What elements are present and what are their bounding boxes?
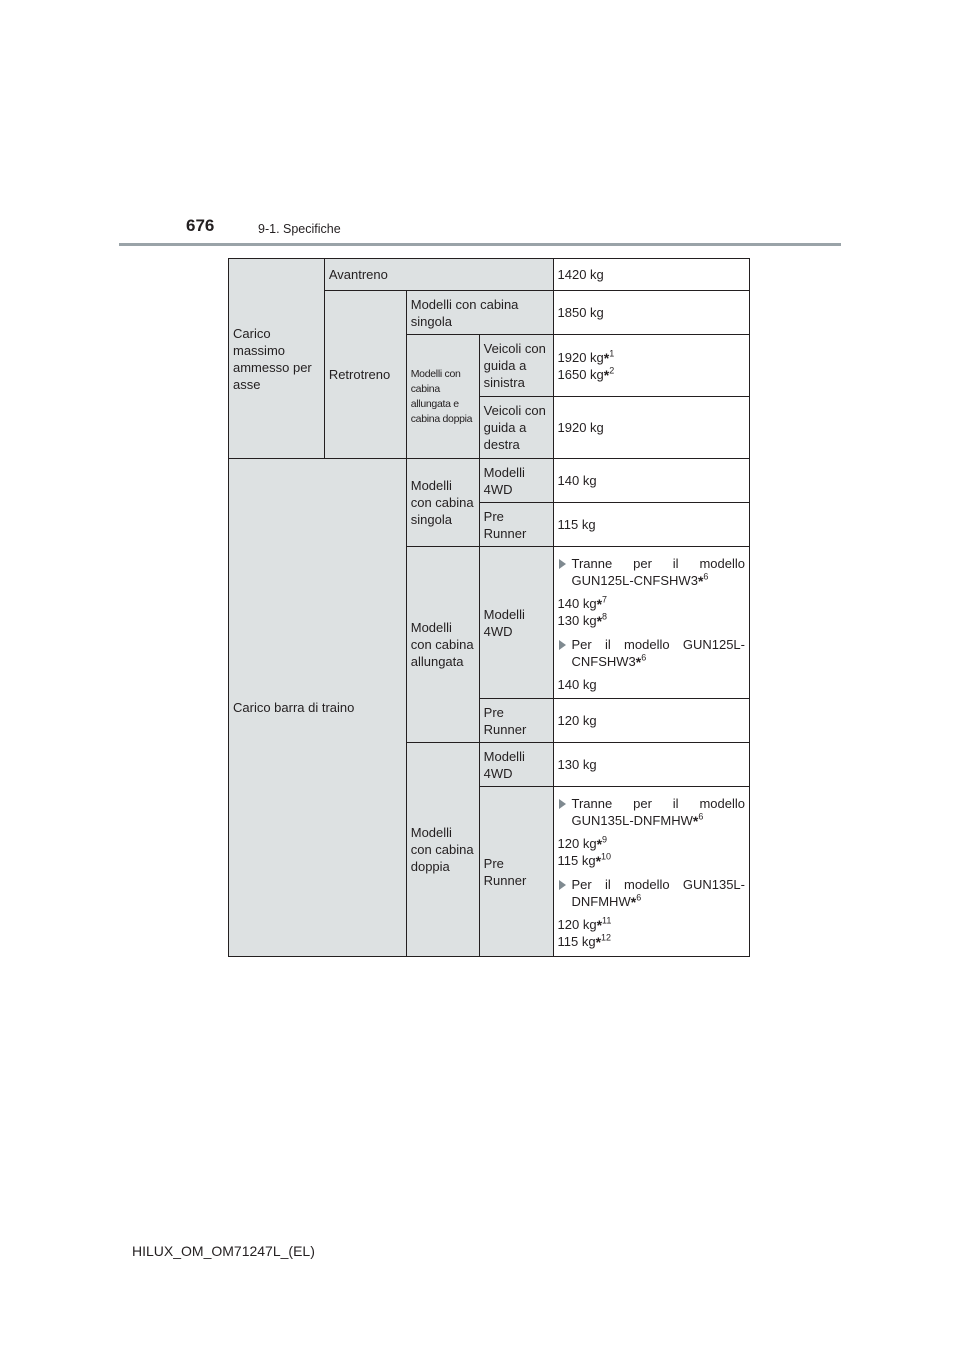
lhd-label: Veicoli con guida a sinistra bbox=[479, 335, 553, 397]
footnote-ref: 9 bbox=[602, 834, 608, 845]
rhd-label: Veicoli con guida a destra bbox=[479, 397, 553, 459]
footnote-ref: 8 bbox=[602, 611, 608, 622]
section-title: 9-1. Specifiche bbox=[258, 222, 341, 236]
footnote-star: * bbox=[596, 595, 603, 612]
axle-load-label: Carico massimo ammesso per asse bbox=[229, 259, 325, 459]
list-item: Tranne per il modello GUN125L-CNFSHW3*$^6$ bbox=[558, 555, 745, 589]
triangle-bullet-icon bbox=[559, 640, 566, 650]
single-cab-axle-label: Modelli con cabina singola bbox=[406, 291, 553, 335]
triangle-bullet-icon bbox=[559, 559, 566, 569]
front-axle-label: Avantreno bbox=[324, 259, 553, 291]
towbar-extended-pre-value: 120 kg bbox=[553, 699, 749, 743]
specifications-table bbox=[228, 258, 750, 957]
towbar-extended-4wd-label: Modelli 4WD bbox=[479, 547, 553, 699]
towbar-extended-pre-label: Pre Runner bbox=[479, 699, 553, 743]
lhd-value-1: 1920 kg bbox=[557, 349, 604, 365]
towbar-single-pre-label: Pre Runner bbox=[479, 503, 553, 547]
towbar-double-pre-label: Pre Runner bbox=[479, 787, 553, 957]
towbar-double-cab-label: Modelli con cabina doppia bbox=[406, 743, 479, 957]
footnote-star: * bbox=[603, 366, 610, 383]
footnote-star: * bbox=[596, 612, 603, 629]
page-number: 676 bbox=[186, 216, 215, 235]
towbar-single-cab-label: Modelli con cabina singola bbox=[406, 459, 479, 547]
footnote-star: * bbox=[595, 853, 602, 869]
towbar-extended-cab-label: Modelli con cabina allungata bbox=[406, 547, 479, 743]
header-rule bbox=[119, 243, 841, 246]
towbar-single-pre-value: 115 kg bbox=[553, 503, 749, 547]
footnote-star: * bbox=[596, 917, 603, 933]
towbar-single-4wd-label: Modelli 4WD bbox=[479, 459, 553, 503]
footnote-ref: 11 bbox=[602, 915, 612, 926]
footnote-ref: 10 bbox=[601, 851, 612, 862]
footnote-star: * bbox=[697, 572, 704, 589]
towbar-double-pre-value: Tranne per il modello GUN135L-DNFMHW*$^6$ 120 kg*$^9$ 115 kg*$^{10}$ Per il modello GUN135L-DNFMHW*$^6$ 120 kg*$^{11}$ 115 kg*$^{12}$ bbox=[553, 787, 749, 957]
footnote-ref: 6 bbox=[641, 652, 647, 663]
footnote-star: * bbox=[692, 813, 699, 829]
footnote-ref: 6 bbox=[698, 811, 704, 822]
rhd-value: 1920 kg bbox=[553, 397, 749, 459]
towbar-single-4wd-value: 140 kg bbox=[553, 459, 749, 503]
footnote-ref: 2 bbox=[609, 365, 615, 376]
towbar-extended-4wd-value: Tranne per il modello GUN125L-CNFSHW3*$^6$ 140 kg*$^7$ 130 kg*$^8$ Per il modello GUN125L-CNFSHW3*$^6$ 140 kg bbox=[553, 547, 749, 699]
front-axle-value: 1420 kg bbox=[553, 259, 749, 291]
footnote-ref: 6 bbox=[703, 571, 709, 582]
footnote-ref: 7 bbox=[602, 594, 608, 605]
list-item: Per il modello GUN135L-DNFMHW*$^6$ bbox=[558, 876, 745, 910]
footnote-star: * bbox=[603, 349, 610, 366]
single-cab-axle-value: 1850 kg bbox=[553, 291, 749, 335]
rear-axle-label: Retrotreno bbox=[324, 291, 406, 459]
towbar-double-4wd-value: 130 kg bbox=[553, 743, 749, 787]
footnote-star: * bbox=[630, 894, 637, 910]
triangle-bullet-icon bbox=[559, 799, 566, 809]
footnote-star: * bbox=[635, 653, 642, 670]
footnote-ref: 1 bbox=[609, 348, 615, 359]
towbar-load-label: Carico barra di traino bbox=[229, 459, 407, 957]
footnote-ref: 12 bbox=[601, 932, 612, 943]
footnote-ref: 6 bbox=[636, 892, 642, 903]
triangle-bullet-icon bbox=[559, 880, 566, 890]
footer-doc-code: HILUX_OM_OM71247L_(EL) bbox=[132, 1243, 315, 1259]
ext-double-cab-label: Modelli con cabina allungata e cabina doppia bbox=[406, 335, 479, 459]
footnote-star: * bbox=[595, 934, 602, 950]
footnote-star: * bbox=[596, 836, 603, 852]
towbar-double-4wd-label: Modelli 4WD bbox=[479, 743, 553, 787]
lhd-value bbox=[553, 335, 749, 397]
list-item: Tranne per il modello GUN135L-DNFMHW*$^6$ bbox=[558, 795, 745, 829]
list-item: Per il modello GUN125L-CNFSHW3*$^6$ bbox=[558, 636, 745, 670]
lhd-value-2: 1650 kg bbox=[557, 366, 604, 382]
